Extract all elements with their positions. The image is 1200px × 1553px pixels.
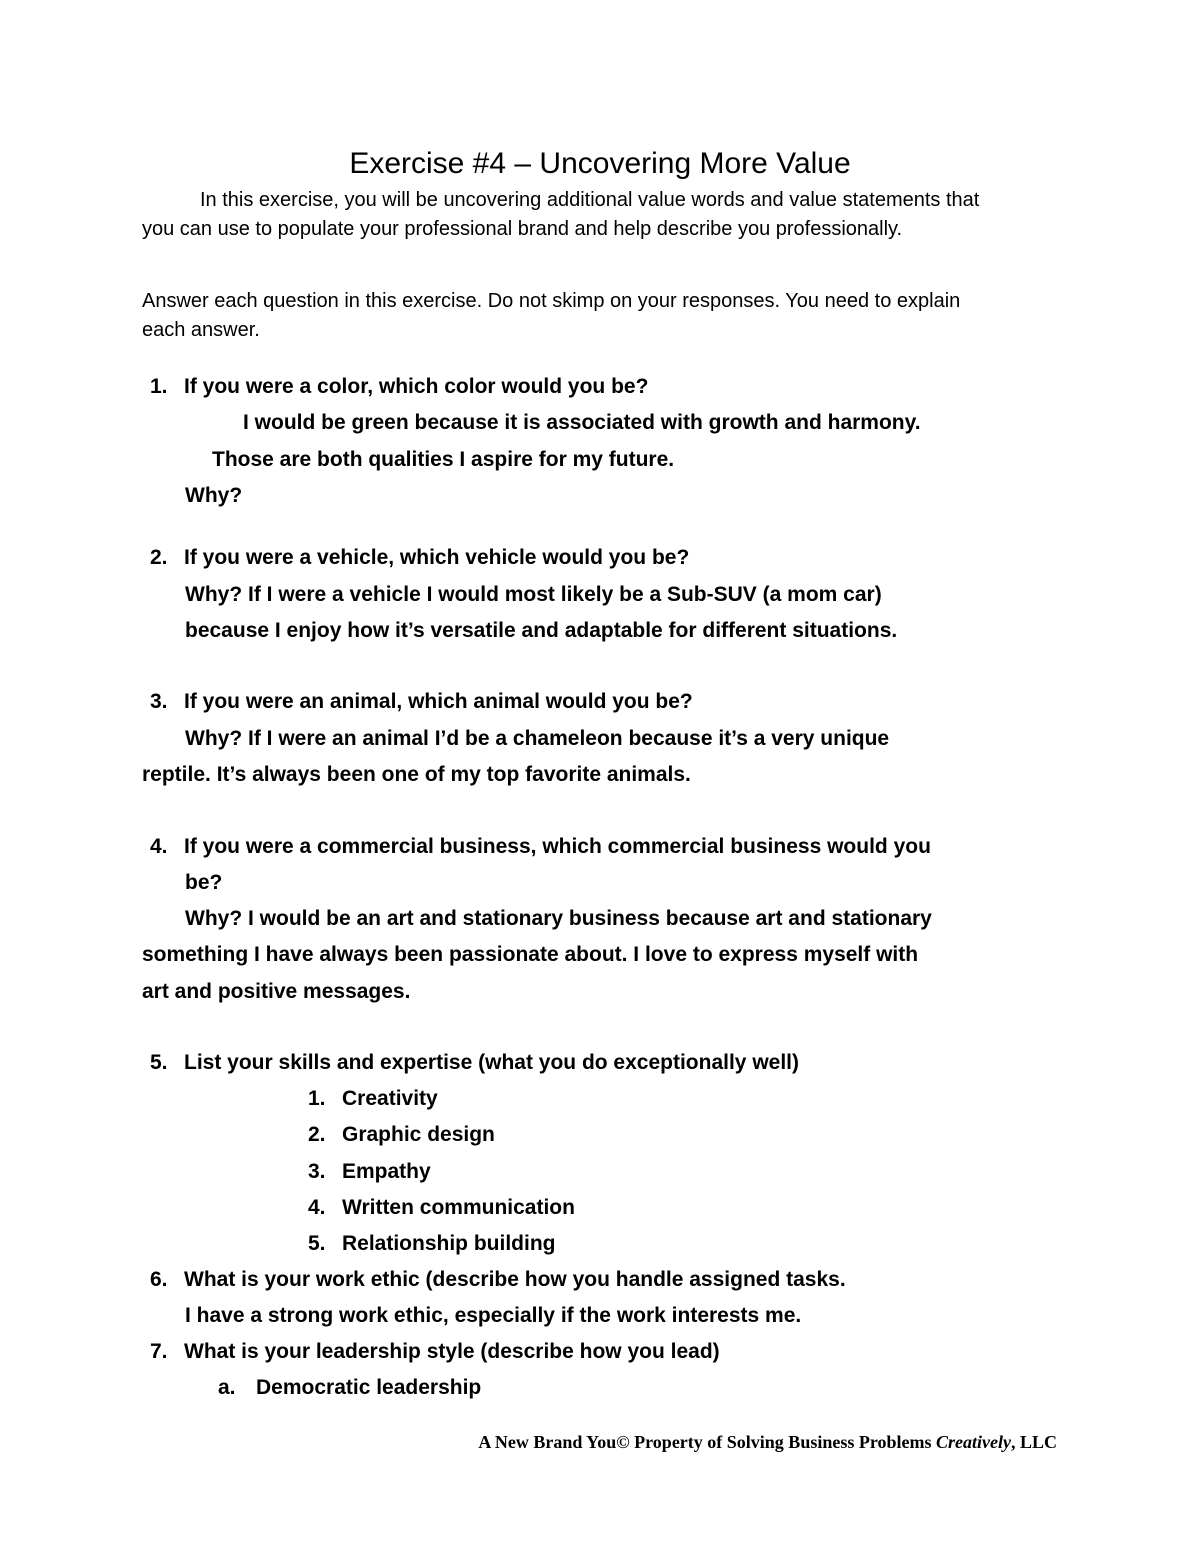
instructions-line-2: each answer. [142, 319, 260, 341]
skill-label: Creativity [342, 1087, 438, 1110]
question-2 [150, 544, 689, 572]
page-title: Exercise #4 – Uncovering More Value [349, 147, 851, 180]
answer-line: Why? I would be an art and stationary business because art and stationary [185, 907, 932, 930]
question-prompt: If you were a commercial business, which commercial business would you [184, 835, 931, 858]
question-prompt: List your skills and expertise (what you do exceptionally well) [184, 1051, 799, 1074]
question-number: 6. [150, 1268, 168, 1291]
skill-number: 1. [308, 1087, 326, 1110]
skill-item [308, 1230, 556, 1258]
answer-line: art and positive messages. [142, 980, 411, 1003]
skill-label: Relationship building [342, 1232, 556, 1255]
sub-item-letter: a. [218, 1376, 236, 1399]
skill-item [308, 1194, 575, 1222]
question-number: 1. [150, 375, 168, 398]
skill-label: Graphic design [342, 1123, 495, 1146]
answer-line: Why? If I were an animal I’d be a chameleon because it’s a very unique [185, 727, 890, 750]
intro-line-1: In this exercise, you will be uncovering additional value words and value statements that [200, 189, 980, 211]
question-prompt: If you were a color, which color would you be? [184, 375, 649, 398]
skill-label: Written communication [342, 1196, 575, 1219]
answer-line: Those are both qualities I aspire for my future. [212, 448, 675, 471]
skill-number: 4. [308, 1196, 326, 1219]
answer-line: I would be green because it is associated with growth and harmony. [243, 411, 921, 434]
answer-line: reptile. It’s always been one of my top favorite animals. [142, 763, 691, 786]
question-number: 7. [150, 1340, 168, 1363]
question-6 [150, 1266, 846, 1294]
skill-item [308, 1121, 495, 1149]
skill-item [308, 1158, 431, 1186]
instructions-line-1: Answer each question in this exercise. Do not skimp on your responses. You need to explain [142, 290, 961, 312]
answer-line: I have a strong work ethic, especially if the work interests me. [185, 1304, 802, 1327]
question-prompt: If you were a vehicle, which vehicle would you be? [184, 546, 690, 569]
footer-text: A New Brand You© Property of Solving Business Problems [478, 1432, 936, 1452]
answer-line: Why? If I were a vehicle I would most likely be a Sub-SUV (a mom car) [185, 583, 882, 606]
skill-number: 3. [308, 1160, 326, 1183]
question-prompt: If you were an animal, which animal would you be? [184, 690, 693, 713]
skill-number: 5. [308, 1232, 326, 1255]
question-number: 2. [150, 546, 168, 569]
skill-number: 2. [308, 1123, 326, 1146]
answer-line: something I have always been passionate about. I love to express myself with [142, 943, 919, 966]
question-prompt: What is your leadership style (describe how you lead) [184, 1340, 720, 1363]
question-1 [150, 373, 648, 401]
answer-line: because I enjoy how it’s versatile and adaptable for different situations. [185, 619, 898, 642]
intro-line-2: you can use to populate your professional brand and help describe you professionally. [142, 218, 903, 240]
question-4 [150, 833, 931, 861]
question-prompt: What is your work ethic (describe how you handle assigned tasks. [184, 1268, 846, 1291]
question-5 [150, 1049, 799, 1077]
question-number: 3. [150, 690, 168, 713]
why-label: Why? [185, 484, 243, 507]
question-number: 4. [150, 835, 168, 858]
page-footer [478, 1430, 1057, 1454]
question-3 [150, 688, 693, 716]
question-prompt-continued: be? [185, 871, 223, 894]
footer-italic-text: Creatively [936, 1432, 1011, 1452]
footer-text-end: , LLC [1010, 1432, 1057, 1452]
skill-item [308, 1085, 438, 1113]
question-7 [150, 1338, 720, 1366]
skill-label: Empathy [342, 1160, 431, 1183]
sub-item [218, 1374, 481, 1402]
sub-item-label: Democratic leadership [256, 1376, 482, 1399]
question-number: 5. [150, 1051, 168, 1074]
